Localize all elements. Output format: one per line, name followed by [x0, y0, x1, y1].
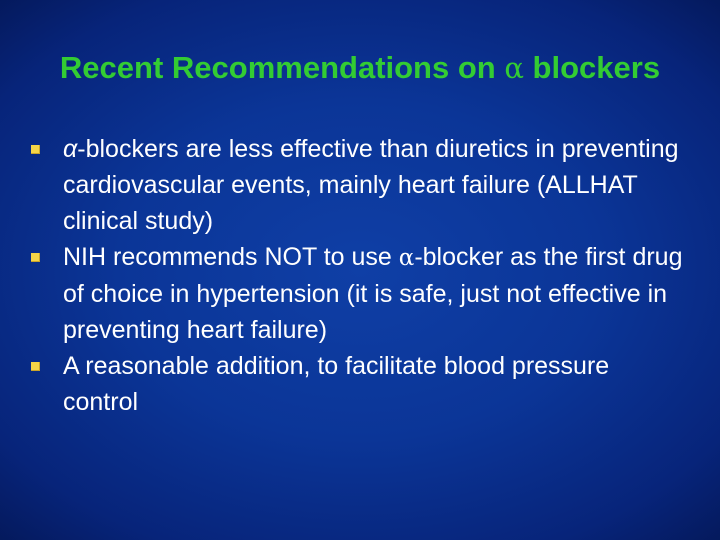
bullet-list — [28, 131, 688, 420]
bullet-text-before: NIH recommends NOT to use — [63, 243, 399, 271]
title-text-end: blockers — [523, 49, 661, 85]
bullet-text: A reasonable addition, to facilitate blood pressure control — [63, 352, 610, 416]
square-bullet-icon — [31, 253, 40, 262]
square-bullet-icon — [31, 145, 40, 154]
bullet-text: -blockers are less effective than diuretics in preventing cardiovascular events, mainly heart failure (ALLHAT clinical study) — [63, 135, 679, 235]
square-bullet-icon — [31, 362, 40, 371]
alpha-symbol: α — [63, 135, 78, 163]
bullet-item-1 — [28, 131, 688, 239]
alpha-symbol: α — [398, 245, 415, 271]
slide-title — [40, 45, 680, 91]
title-alpha-symbol: α — [504, 50, 524, 85]
bullet-text-after: -blocker as the first drug of choice in hypertension (it is safe, just not effective in preventing heart failure) — [63, 243, 683, 344]
bullet-item-2 — [28, 239, 688, 348]
title-text: Recent Recommendations on — [59, 49, 505, 85]
bullet-item-3 — [28, 348, 688, 420]
